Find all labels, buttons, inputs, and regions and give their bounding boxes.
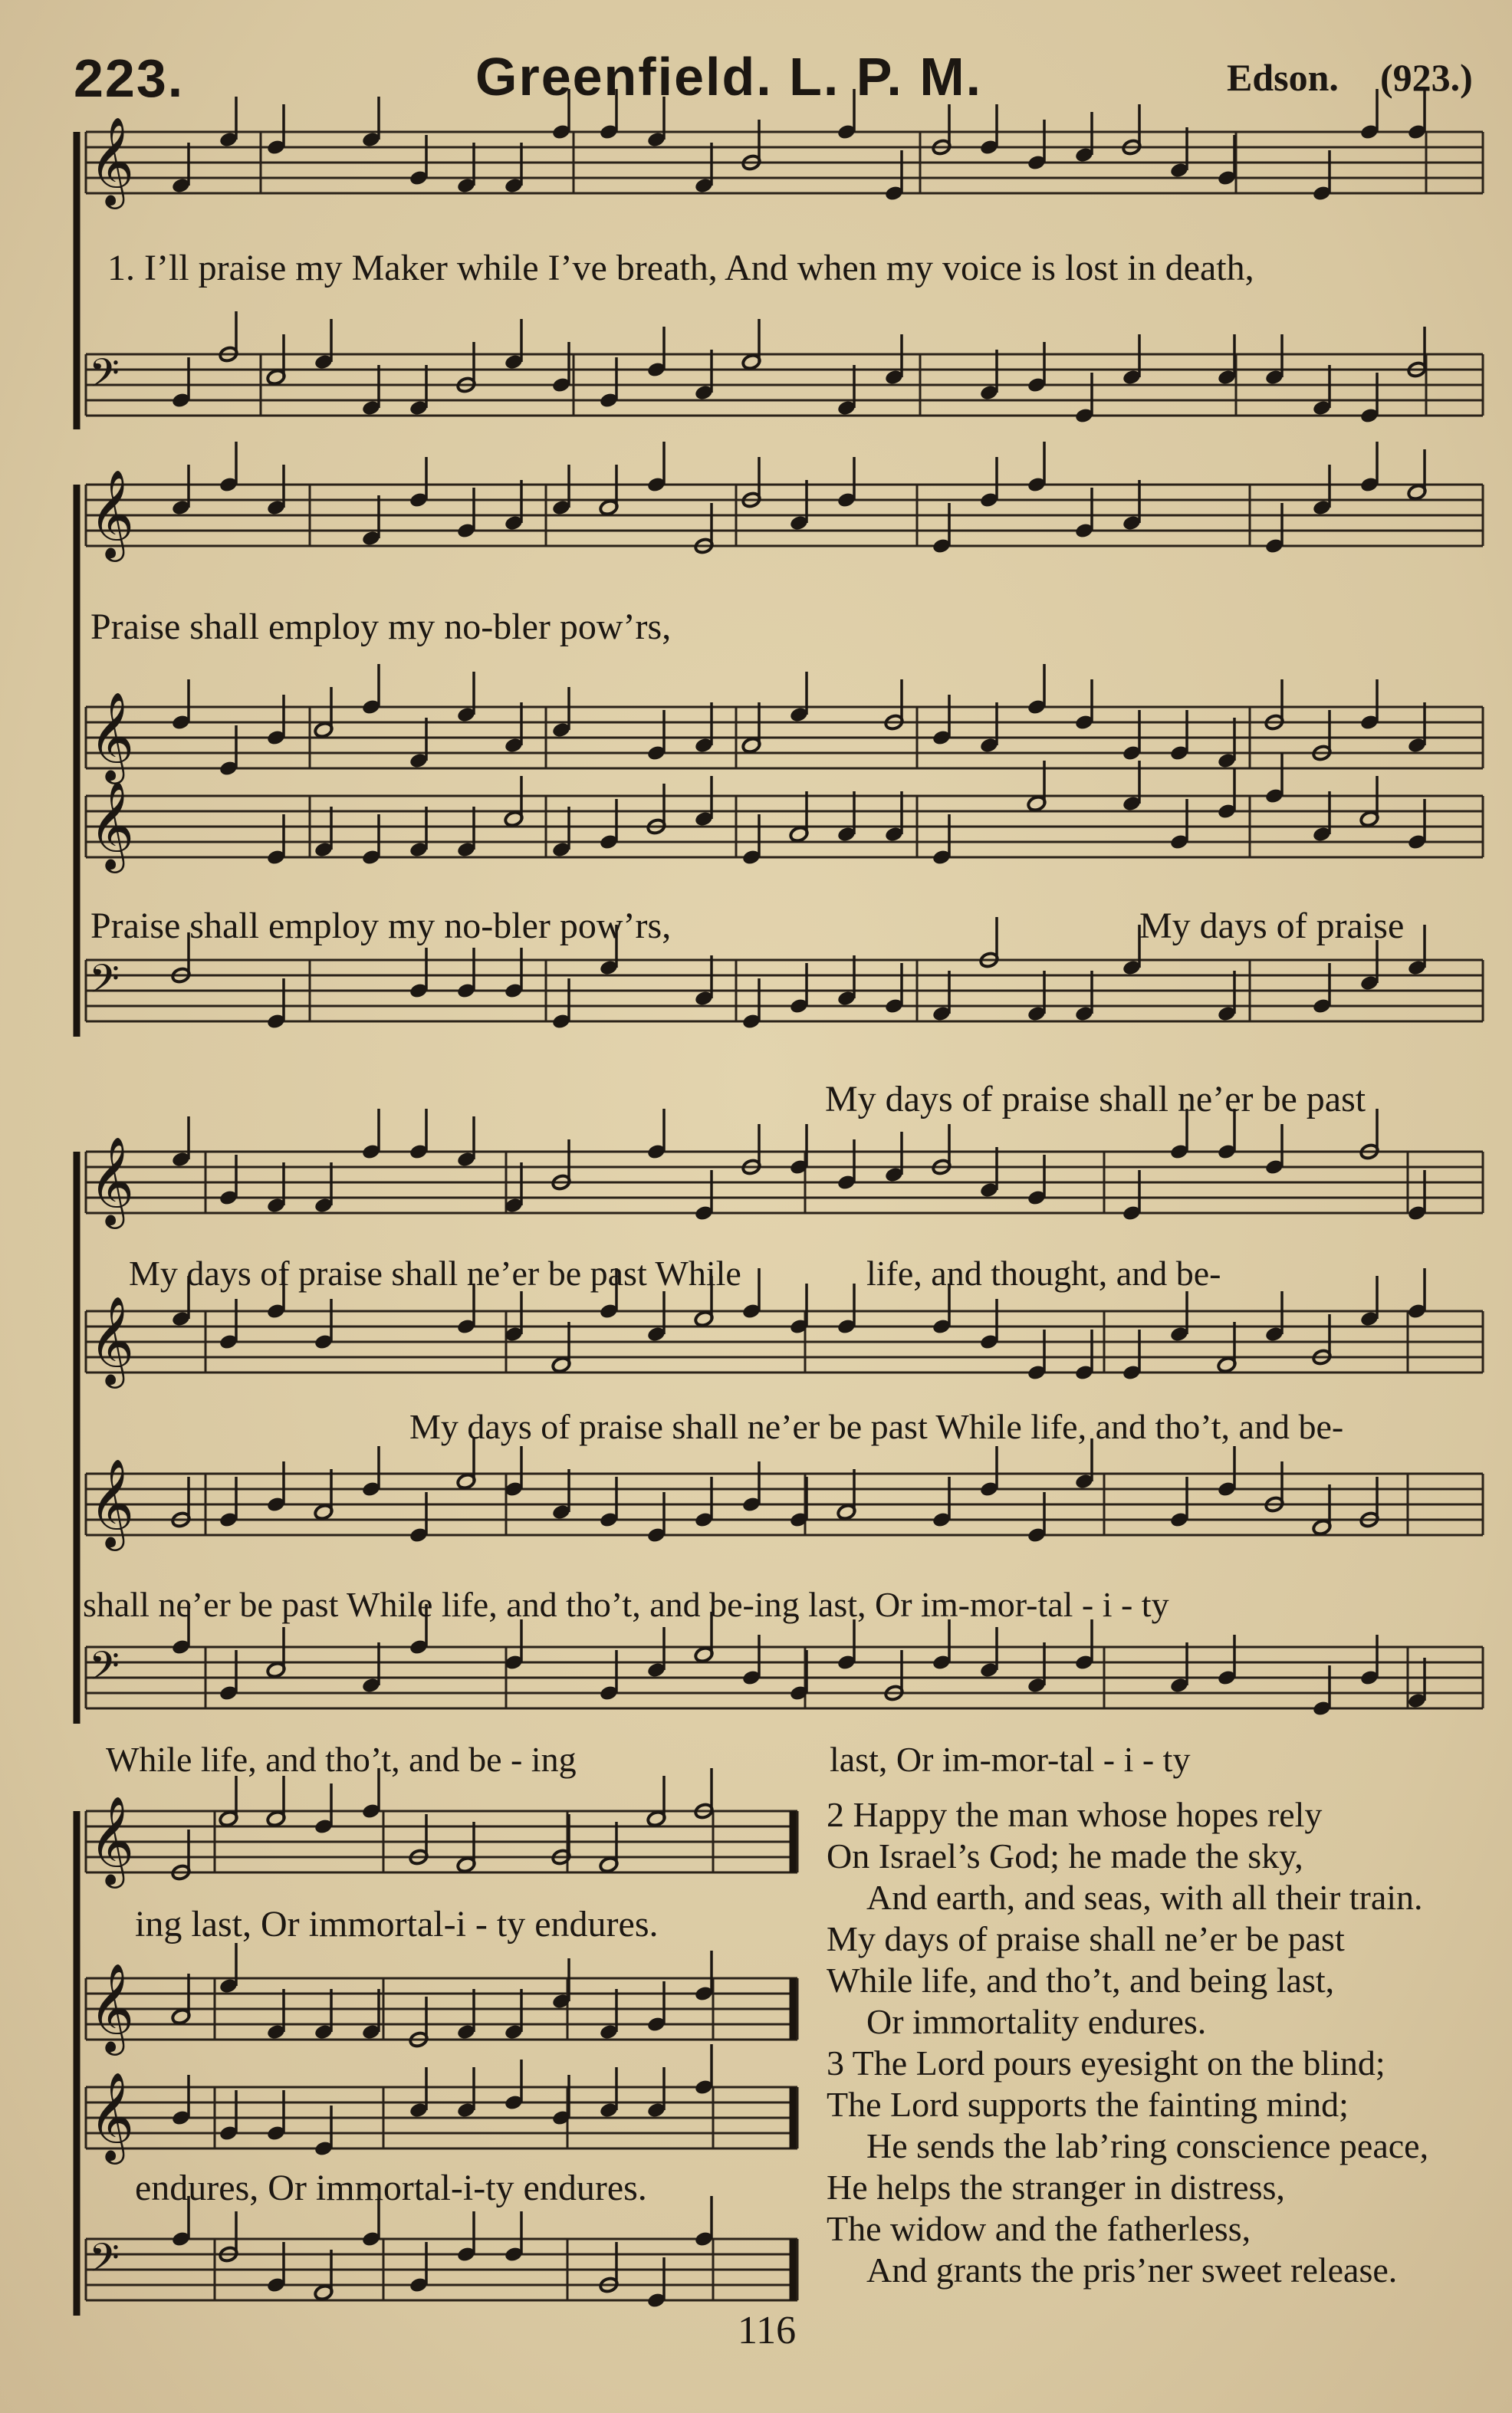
lyrics-system3-line1-right: life, and thought, and be- [866,1254,1221,1293]
treble-clef-icon: 𝄞 [89,2071,135,2161]
treble-clef-icon: 𝄞 [89,468,135,558]
bass-clef-icon: 𝄢 [89,2234,120,2290]
bass-clef-icon: 𝄢 [89,1642,120,1698]
verse-line: On Israel’s God; he made the sky, [827,1836,1303,1875]
verse-line: He helps the stranger in distress, [827,2168,1285,2207]
hymn-title: Greenfield. L. P. M. [475,47,983,107]
verse-line: 2 Happy the man whose hopes rely [827,1795,1323,1834]
staff [86,354,1483,416]
verse-line: And grants the pris’ner sweet release. [866,2250,1398,2290]
verse-line: 3 The Lord pours eyesight on the blind; [827,2043,1385,2083]
staff [86,1647,1483,1708]
treble-clef-icon: 𝄞 [89,1458,135,1547]
lyrics-system3-line4: While life, and tho’t, and be - ing [106,1740,577,1779]
treble-clef-icon: 𝄞 [89,1795,135,1885]
staff [86,2087,797,2148]
treble-clef-icon: 𝄞 [89,780,135,870]
lyrics-system1: 1. I’ll praise my Maker while I’ve breath, And when my voice is lost in death, [107,248,1254,288]
verse-line: The Lord supports the fainting mind; [827,2085,1349,2124]
staff [86,1811,797,1872]
staff [86,1152,1483,1213]
lyrics-system4-upper: ing last, Or immortal-i - ty endures. [135,1904,659,1945]
staff [86,1978,797,2040]
verse-line: Or immortality endures. [866,2002,1207,2041]
verse-line: The widow and the fatherless, [827,2209,1251,2248]
treble-clef-icon: 𝄞 [89,1136,135,1225]
lyrics-system3-line4-right: last, Or im-mor-tal - i - ty [830,1740,1191,1779]
hymn-reference: (923.) [1380,56,1473,99]
treble-clef-icon: 𝄞 [89,1962,135,2052]
verse-line: While life, and tho’t, and being last, [827,1961,1335,2000]
staff [86,960,1483,1021]
treble-clef-icon: 𝄞 [89,691,135,781]
staff [86,2239,797,2300]
verses-block [827,1794,1428,2291]
verse-line: And earth, and seas, with all their train. [866,1878,1423,1917]
verse-line: My days of praise shall ne’er be past [827,1919,1345,1958]
lyrics-system3-above: My days of praise shall ne’er be past [825,1079,1366,1119]
treble-clef-icon: 𝄞 [89,116,135,205]
lyrics-system3-line3: shall ne’er be past While life, and tho’t, and be-ing last, Or im-mor-tal - i - ty [83,1585,1169,1624]
verse-line: He sends the lab’ring conscience peace, [866,2126,1429,2165]
bass-clef-icon: 𝄢 [89,955,120,1011]
staff [86,1311,1483,1373]
lyrics-system4-lower: endures, Or immortal-i-ty endures. [135,2168,647,2208]
lyrics-system2-upper: Praise shall employ my no-bler pow’rs, [90,607,672,647]
hymn-number: 223. [74,48,185,108]
staff [86,796,1483,857]
treble-clef-icon: 𝄞 [89,1295,135,1385]
lyrics-system3-line1: My days of praise shall ne’er be past While [129,1254,741,1293]
bass-clef-icon: 𝄢 [89,350,120,406]
lyrics-system2-lower-right: My days of praise [1139,906,1405,946]
staff [86,485,1483,546]
composer: Edson. [1227,56,1339,99]
lyrics-system2-lower: Praise shall employ my no-bler pow’rs, [90,906,672,946]
staff [86,1474,1483,1535]
page-number: 116 [738,2309,797,2352]
staff [86,132,1483,193]
lyrics-system3-line2: My days of praise shall ne’er be past While life, and tho’t, and be- [409,1407,1344,1446]
